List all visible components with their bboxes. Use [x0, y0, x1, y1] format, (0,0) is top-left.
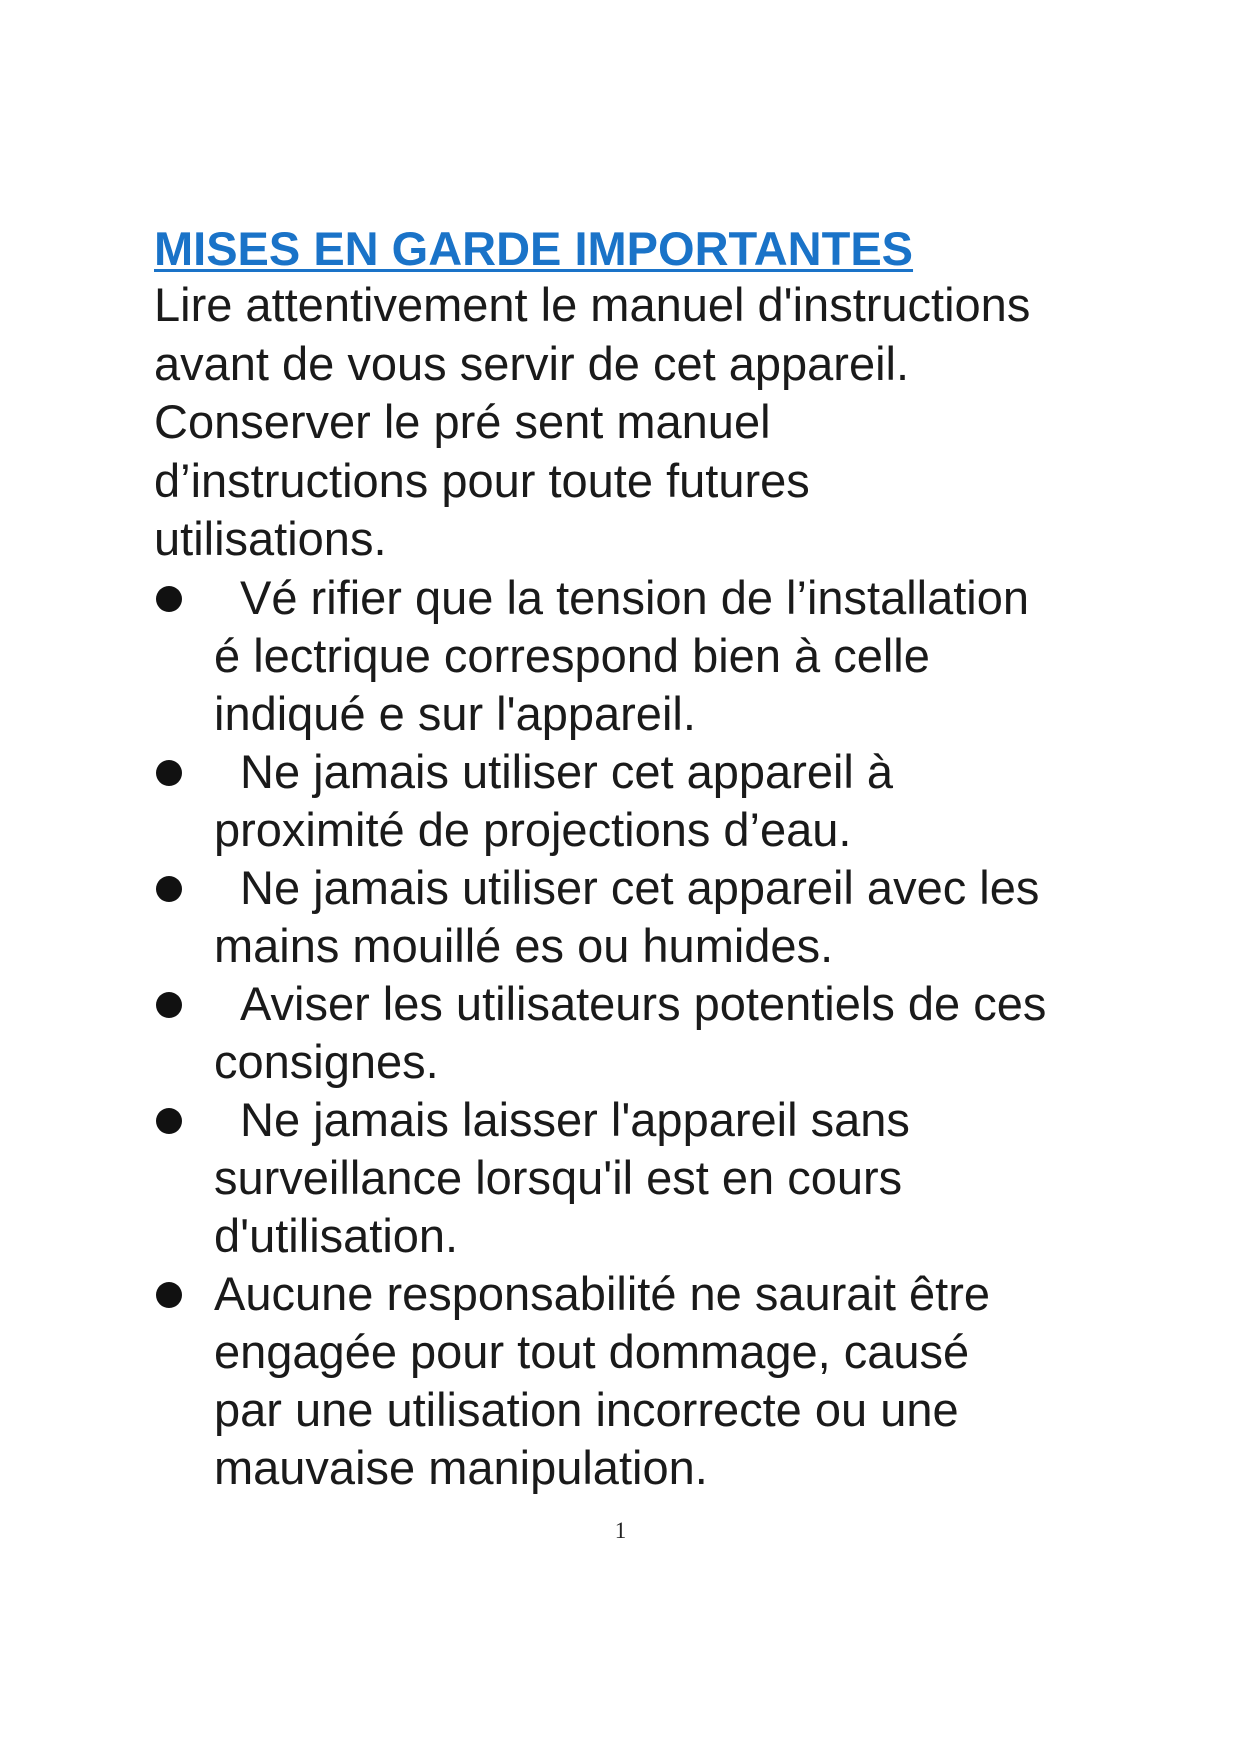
bullet-icon — [156, 1282, 182, 1308]
page-number: 1 — [614, 1518, 627, 1543]
warning-item — [154, 975, 1114, 1091]
warning-item — [154, 1265, 1114, 1497]
warning-line: Aviser les utilisateurs potentiels de ces — [240, 976, 1047, 1030]
intro-line: avant de vous servir de cet appareil. — [154, 336, 910, 390]
warning-line: consignes. — [214, 1034, 439, 1088]
page-title: MISES EN GARDE IMPORTANTES — [154, 222, 914, 275]
intro-line: Lire attentivement le manuel d'instructions — [154, 278, 1031, 331]
warning-item — [154, 743, 1114, 859]
intro-line: d’instructions pour toute futures — [154, 453, 810, 507]
warning-line: mains mouillé es ou humides. — [214, 918, 834, 972]
intro-paragraph — [154, 276, 1114, 569]
warning-line: surveillance lorsqu'il est en cours — [214, 1150, 903, 1204]
warning-line: Ne jamais laisser l'appareil sans — [240, 1092, 910, 1146]
warning-line: Ne jamais utiliser cet appareil à — [240, 744, 894, 798]
intro-line: Conserver le pré sent manuel — [154, 395, 771, 448]
warning-line: Aucune responsabilité ne saurait être — [214, 1266, 990, 1320]
warning-line: mauvaise manipulation. — [214, 1440, 708, 1494]
page-content — [154, 222, 1114, 1497]
warning-line: proximité de projections d’eau. — [214, 802, 852, 856]
warning-line: Vé rifier que la tension de l’installation — [240, 570, 1030, 624]
bullet-icon — [156, 876, 182, 902]
warning-line: Ne jamais utiliser cet appareil avec les — [240, 860, 1040, 914]
warning-line: indiqué e sur l'appareil. — [214, 686, 696, 740]
warning-list — [154, 569, 1114, 1497]
bullet-icon — [156, 586, 182, 612]
warning-item — [154, 1091, 1114, 1265]
bullet-icon — [156, 992, 182, 1018]
bullet-icon — [156, 760, 182, 786]
warning-line: d'utilisation. — [214, 1208, 459, 1262]
bullet-icon — [156, 1108, 182, 1134]
warning-line: é lectrique correspond bien à celle — [214, 628, 930, 682]
warning-item — [154, 859, 1114, 975]
warning-line: par une utilisation incorrecte ou une — [214, 1382, 959, 1436]
warning-line: engagée pour tout dommage, causé — [214, 1324, 970, 1378]
warning-item — [154, 569, 1114, 743]
intro-line: utilisations. — [154, 512, 387, 565]
